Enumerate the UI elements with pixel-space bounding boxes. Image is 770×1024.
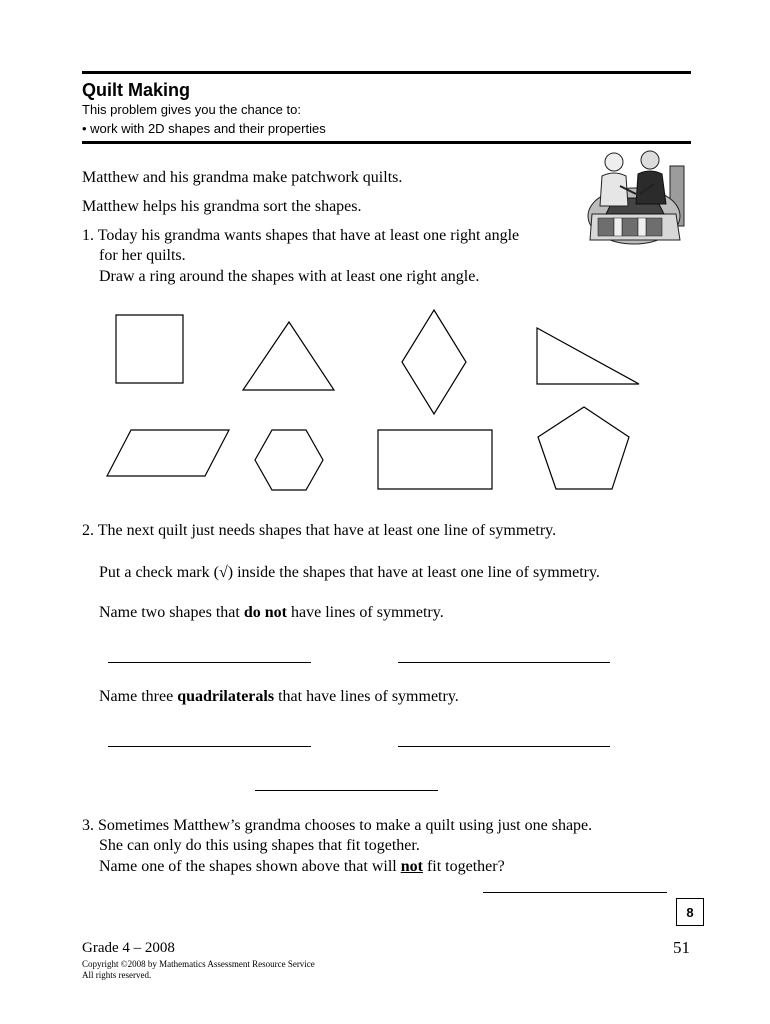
question-2-name-three (99, 687, 459, 707)
header-bullet: • work with 2D shapes and their properties (82, 121, 326, 136)
name-two-emphasis: do not (243, 604, 287, 621)
rhombus-shape[interactable] (402, 310, 466, 414)
answer-blank-no-symmetry-2[interactable] (398, 662, 610, 663)
score-box: 8 (676, 898, 704, 926)
question-3-line-3 (99, 857, 505, 877)
question-3-text-end: fit together? (422, 858, 505, 875)
question-1-line-2: for her quilts. (99, 247, 186, 264)
triangle-shape[interactable] (243, 322, 334, 390)
header-subtitle: This problem gives you the chance to: (82, 102, 301, 117)
name-three-text-end: that have lines of symmetry. (274, 688, 459, 705)
intro-line-1: Matthew and his grandma make patchwork quilts. (82, 169, 403, 186)
page-title: Quilt Making (82, 80, 190, 100)
question-1-line-3: Draw a ring around the shapes with at least one right angle. (99, 268, 480, 285)
question-2-line-1: 2. The next quilt just needs shapes that have at least one line of symmetry. (82, 522, 557, 539)
intro-line-2: Matthew helps his grandma sort the shapes. (82, 198, 362, 215)
pentagon-shape[interactable] (538, 407, 629, 489)
answer-blank-quadrilateral-1[interactable] (108, 746, 311, 747)
question-3-emphasis: not (400, 858, 423, 875)
right-triangle-shape[interactable] (537, 328, 639, 384)
parallelogram-shape[interactable] (107, 430, 229, 476)
answer-blank-quadrilateral-2[interactable] (398, 746, 610, 747)
answer-blank-no-symmetry-1[interactable] (108, 662, 311, 663)
name-two-text: Name two shapes that (99, 604, 244, 621)
question-2-check-instruction: Put a check mark (√) inside the shapes that have at least one line of symmetry. (99, 564, 600, 581)
name-three-emphasis: quadrilaterals (177, 688, 275, 705)
question-1-line-1: 1. Today his grandma wants shapes that have at least one right angle (82, 227, 520, 244)
page-number: 51 (673, 938, 690, 957)
name-two-text-end: have lines of symmetry. (286, 604, 444, 621)
footer-grade: Grade 4 – 2008 (82, 940, 175, 956)
question-2-name-two (99, 603, 444, 623)
question-3-text: Name one of the shapes shown above that will (99, 858, 401, 875)
question-3-line-2: She can only do this using shapes that fit together. (99, 837, 420, 854)
name-three-text: Name three (99, 688, 178, 705)
hexagon-shape[interactable] (255, 430, 323, 490)
answer-blank-quadrilateral-3[interactable] (255, 790, 438, 791)
square-shape[interactable] (116, 315, 183, 383)
rectangle-shape[interactable] (378, 430, 492, 489)
answer-blank-not-fit[interactable] (483, 892, 667, 893)
footer-copyright: Copyright ©2008 by Mathematics Assessment Resource Service (82, 959, 315, 969)
question-3-line-1: 3. Sometimes Matthew’s grandma chooses to make a quilt using just one shape. (82, 817, 593, 834)
footer-rights: All rights reserved. (82, 970, 152, 980)
